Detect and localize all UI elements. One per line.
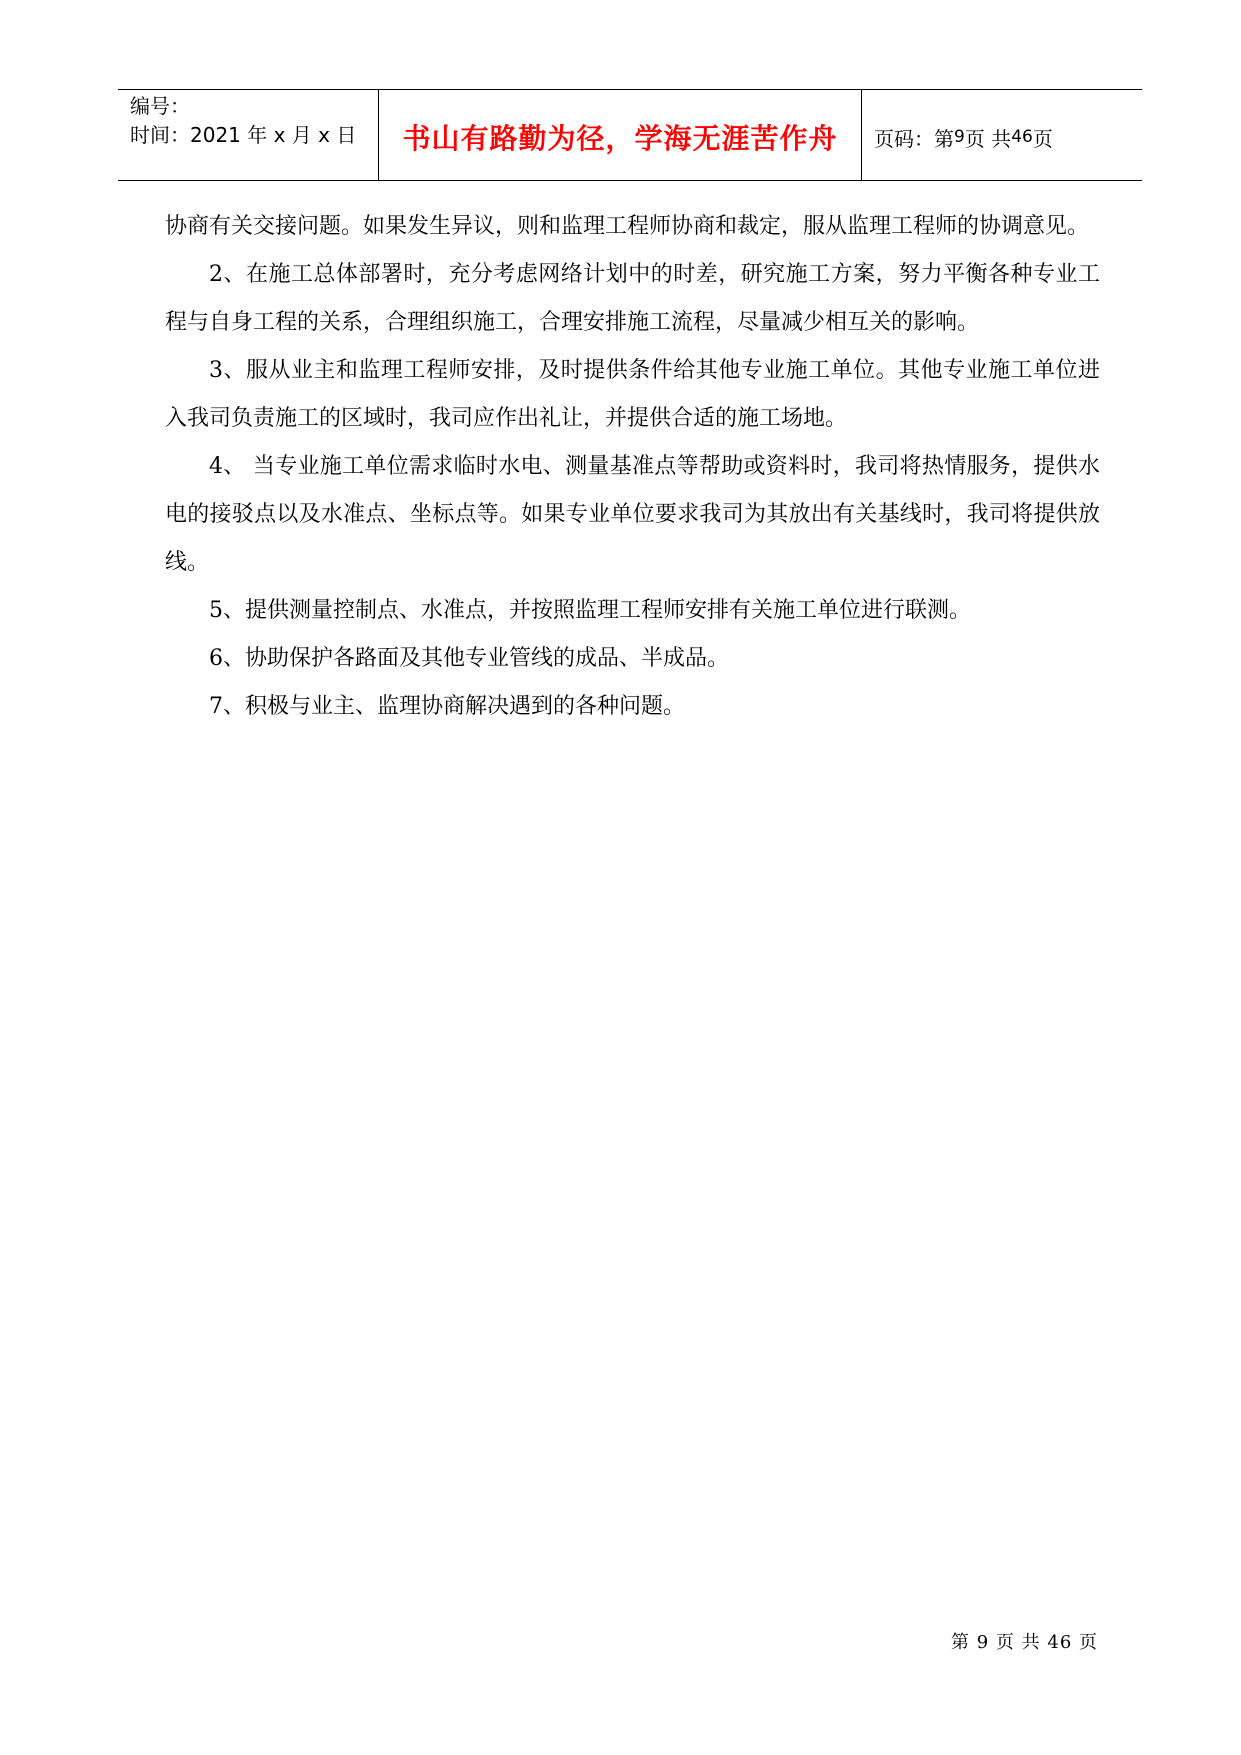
header-page-suffix: 页 xyxy=(1032,126,1053,151)
paragraph-item-2: 2、在施工总体部署时，充分考虑网络计划中的时差，研究施工方案，努力平衡各种专业工程与自身工程的关系，合理组织施工，合理安排施工流程，尽量减少相互关的影响。 xyxy=(165,262,1100,335)
header-page-mid: 页 共 xyxy=(964,126,1012,151)
paragraph-item-6: 6、协助保护各路面及其他专业管线的成品、半成品。 xyxy=(209,646,729,671)
header-motto: 书山有路勤为径，学海无涯苦作舟 xyxy=(402,122,838,155)
document-body xyxy=(165,203,1100,731)
header-page-total: 46 xyxy=(1011,127,1033,147)
paragraph-continuation: 协商有关交接问题。如果发生异议，则和监理工程师协商和裁定，服从监理工程师的协调意见。 xyxy=(165,214,1090,239)
header-page-cell xyxy=(862,90,1142,180)
paragraph-item-3: 3、服从业主和监理工程师安排，及时提供条件给其他专业施工单位。其他专业施工单位进入我司负责施工的区域时，我司应作出礼让，并提供合适的施工场地。 xyxy=(165,358,1100,431)
paragraph-item-4: 4、 当专业施工单位需求临时水电、测量基准点等帮助或资料时，我司将热情服务，提供水电的接驳点以及水准点、坐标点等。如果专业单位要求我司为其放出有关基线时，我司将提供放线。 xyxy=(165,454,1100,575)
paragraph-item-5: 5、提供测量控制点、水准点，并按照监理工程师安排有关施工单位进行联测。 xyxy=(209,598,971,623)
header-info-cell xyxy=(118,90,379,180)
document-number-label: 编号： xyxy=(130,94,190,118)
page-footer-number: 第 9 页 共 46 页 xyxy=(951,1632,1098,1653)
document-time-label: 时间：2021 年 x 月 x 日 xyxy=(130,123,357,147)
header-motto-cell xyxy=(379,90,862,180)
page-header xyxy=(118,89,1142,181)
header-page-prefix: 页码：第 xyxy=(874,126,954,151)
header-page-current: 9 xyxy=(954,127,965,147)
paragraph-item-7: 7、积极与业主、监理协商解决遇到的各种问题。 xyxy=(209,694,685,719)
